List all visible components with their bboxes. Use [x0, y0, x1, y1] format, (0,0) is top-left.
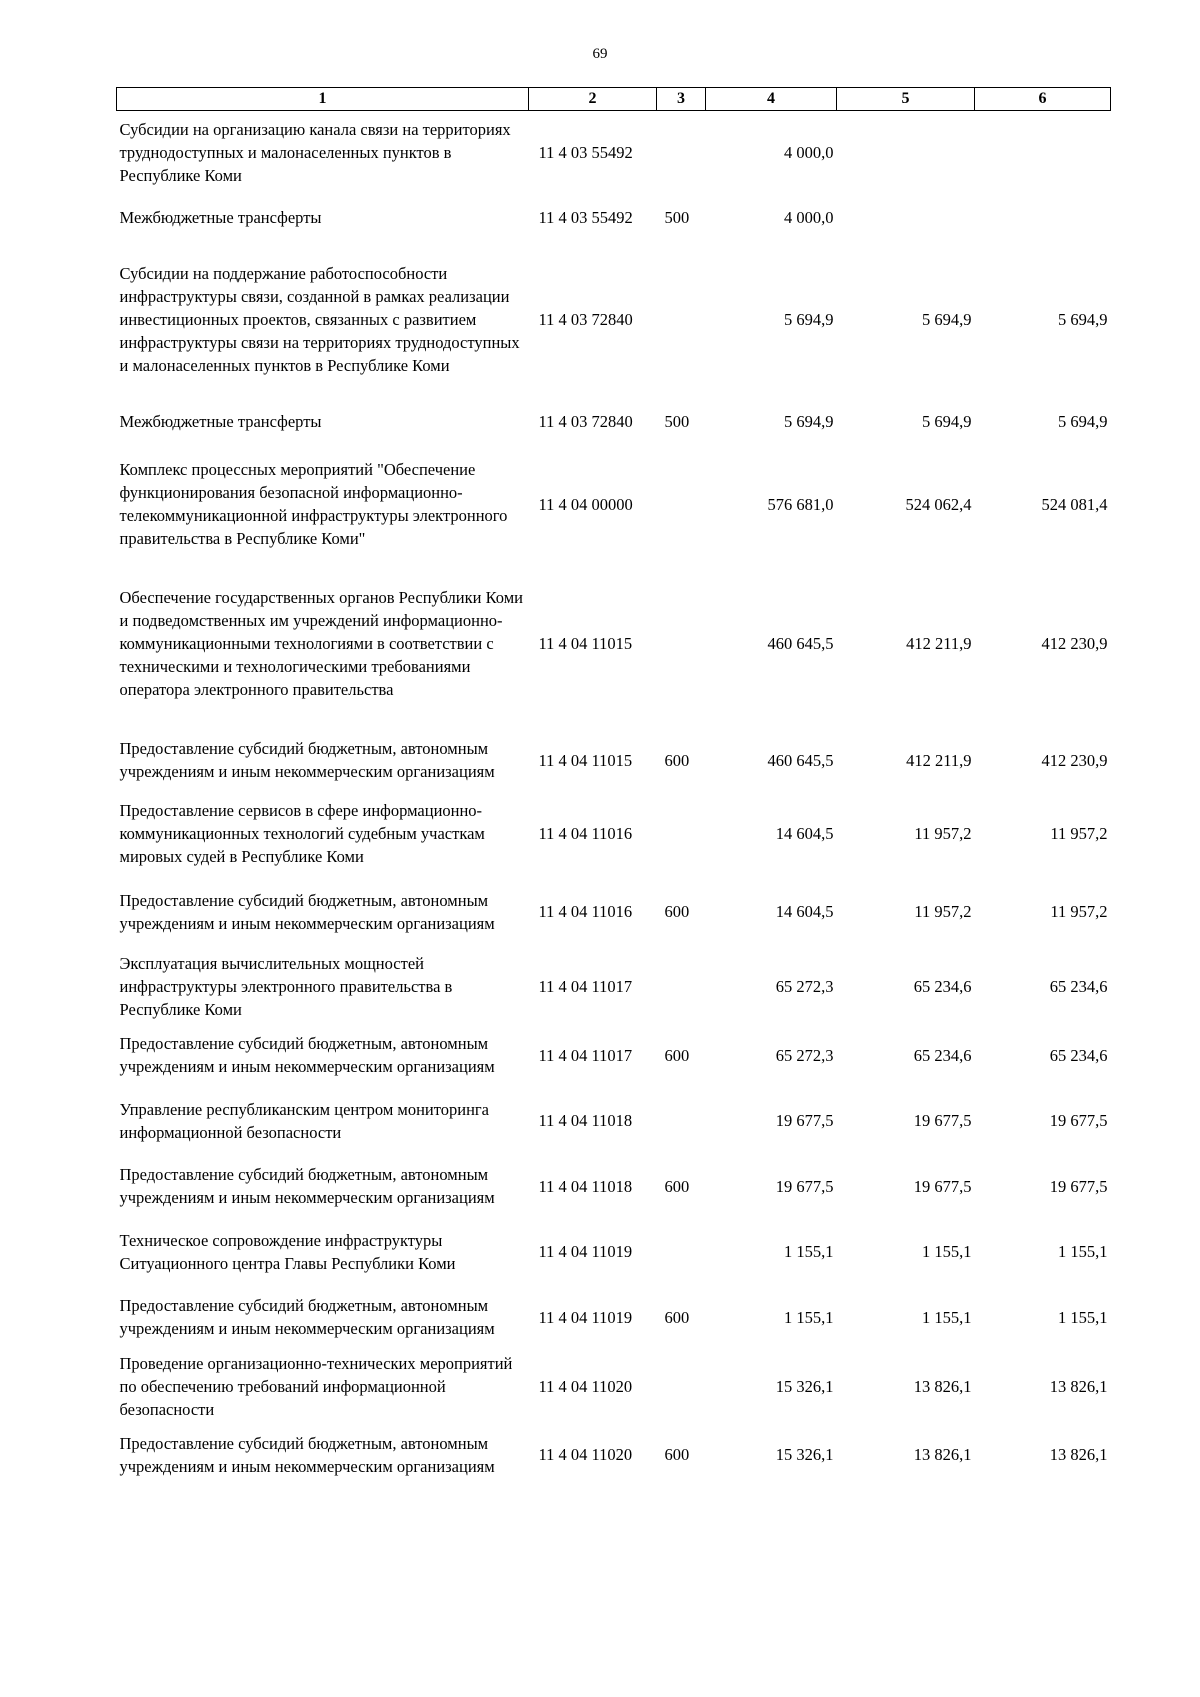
cell-amount-col5 — [837, 194, 975, 242]
cell-amount-col4: 19 677,5 — [775, 1176, 834, 1196]
cell-name: Межбюджетные трансферты — [119, 412, 322, 431]
table-row — [117, 725, 1111, 796]
cell-amount-col6: 13 826,1 — [1049, 1445, 1108, 1464]
cell-name: Предоставление сервисов в сфере информационно-коммуникационных технологий судебным участкам мировых судей в Республике Коми — [119, 801, 485, 866]
cell-code: 11 4 04 11015 — [538, 634, 633, 653]
cell-code: 11 4 04 00000 — [538, 494, 633, 514]
cell-code: 11 4 04 11017 — [538, 976, 633, 996]
table-row — [117, 796, 1111, 872]
table-row — [117, 1221, 1111, 1283]
table-row — [117, 242, 1111, 398]
page-number: 69 — [592, 46, 608, 62]
cell-amount-col6 — [975, 194, 1111, 242]
table-row — [117, 1283, 1111, 1352]
cell-amount-col6: 412 230,9 — [1041, 634, 1108, 653]
cell-amount-col4: 1 155,1 — [784, 1307, 834, 1327]
cell-code: 11 4 04 11018 — [538, 1111, 633, 1130]
cell-amount-col5: 5 694,9 — [922, 412, 972, 431]
cell-amount-col5: 524 062,4 — [905, 494, 972, 514]
cell-expense-type — [657, 952, 706, 1021]
cell-amount-col6: 19 677,5 — [1049, 1111, 1108, 1130]
cell-name: Предоставление субсидий бюджетным, автономным учреждениям и иным некоммерческим организациям — [119, 1034, 495, 1076]
cell-name: Предоставление субсидий бюджетным, автономным учреждениям и иным некоммерческим организациям — [119, 890, 495, 933]
cell-amount-col4: 5 694,9 — [784, 412, 834, 431]
cell-code: 11 4 03 55492 — [538, 142, 633, 162]
cell-expense-type: 600 — [664, 1445, 690, 1464]
cell-amount-col6: 412 230,9 — [1041, 750, 1108, 770]
cell-amount-col5 — [837, 111, 975, 194]
cell-expense-type — [657, 242, 706, 398]
table-row — [117, 1090, 1111, 1152]
cell-expense-type — [657, 111, 706, 194]
table-row — [117, 398, 1111, 446]
cell-amount-col4: 1 155,1 — [784, 1242, 834, 1261]
cell-amount-col4: 19 677,5 — [775, 1111, 834, 1130]
cell-code: 11 4 03 55492 — [538, 208, 633, 227]
cell-amount-col5: 19 677,5 — [913, 1176, 972, 1196]
column-header-1: 1 — [117, 88, 529, 111]
cell-amount-col6: 11 957,2 — [1050, 824, 1108, 843]
column-header-6: 6 — [975, 88, 1111, 111]
cell-name: Комплекс процессных мероприятий "Обеспечение функционирования безопасной информационно-телекоммуникационной инфраструктуры электронного правительства в Республике Коми" — [119, 460, 508, 548]
budget-table — [116, 87, 1111, 1489]
cell-code: 11 4 03 72840 — [538, 412, 633, 431]
table-row — [117, 446, 1111, 563]
cell-amount-col5: 1 155,1 — [922, 1242, 972, 1261]
cell-amount-col4: 65 272,3 — [775, 976, 834, 996]
cell-name: Межбюджетные трансферты — [119, 208, 322, 227]
cell-name: Субсидии на поддержание работоспособности инфраструктуры связи, созданной в рамках реализации инвестиционных проектов, связанных с развитием инфраструктуры связи на территориях труднодоступных и малонаселенных пунктов в Республике Коми — [119, 264, 520, 375]
cell-amount-col5: 11 957,2 — [914, 902, 972, 921]
table-row — [117, 1152, 1111, 1221]
cell-expense-type: 500 — [664, 208, 690, 227]
table-row — [117, 872, 1111, 952]
cell-amount-col6: 13 826,1 — [1049, 1376, 1108, 1396]
cell-amount-col6: 11 957,2 — [1050, 902, 1108, 921]
cell-amount-col5: 13 826,1 — [913, 1445, 972, 1464]
cell-amount-col6: 65 234,6 — [1049, 1045, 1108, 1065]
table-row — [117, 111, 1111, 194]
cell-expense-type — [657, 446, 706, 563]
cell-expense-type: 600 — [664, 1307, 690, 1327]
cell-expense-type: 600 — [664, 1176, 690, 1196]
cell-amount-col4: 5 694,9 — [784, 310, 834, 329]
cell-code: 11 4 04 11016 — [538, 902, 633, 921]
cell-amount-col4: 15 326,1 — [775, 1445, 834, 1464]
cell-expense-type — [657, 563, 706, 725]
cell-expense-type — [657, 1221, 706, 1283]
cell-name: Эксплуатация вычислительных мощностей инфраструктуры электронного правительства в Республике Коми — [119, 953, 453, 1019]
table-row — [117, 1421, 1111, 1489]
cell-amount-col4: 460 645,5 — [767, 634, 834, 653]
cell-code: 11 4 04 11020 — [538, 1376, 633, 1396]
cell-expense-type — [657, 796, 706, 872]
table-row — [117, 1352, 1111, 1421]
cell-code: 11 4 04 11015 — [538, 750, 633, 770]
cell-expense-type: 500 — [664, 412, 690, 431]
column-header-3: 3 — [657, 88, 706, 111]
cell-amount-col5: 13 826,1 — [913, 1376, 972, 1396]
cell-amount-col4: 14 604,5 — [775, 902, 834, 921]
cell-amount-col6: 5 694,9 — [1058, 310, 1108, 329]
cell-expense-type: 600 — [664, 902, 690, 921]
table-row — [117, 194, 1111, 242]
cell-amount-col5: 11 957,2 — [914, 824, 972, 843]
cell-amount-col5: 65 234,6 — [913, 976, 972, 996]
cell-code: 11 4 04 11018 — [538, 1176, 633, 1196]
table-row — [117, 563, 1111, 725]
cell-amount-col4: 4 000,0 — [784, 208, 834, 227]
cell-amount-col6: 1 155,1 — [1058, 1307, 1108, 1327]
cell-name: Предоставление субсидий бюджетным, автономным учреждениям и иным некоммерческим организациям — [119, 1433, 495, 1476]
table-row — [117, 952, 1111, 1021]
cell-name: Проведение организационно-технических мероприятий по обеспечению требований информационной безопасности — [119, 1353, 513, 1419]
column-header-2: 2 — [529, 88, 657, 111]
cell-amount-col6: 1 155,1 — [1058, 1242, 1108, 1261]
column-header-4: 4 — [706, 88, 837, 111]
cell-amount-col5: 1 155,1 — [922, 1307, 972, 1327]
cell-name: Обеспечение государственных органов Республики Коми и подведомственных им учреждений информационно-коммуникационными технологиями в соответствии с техническими и технологическими требованиями оператора электронного правительства — [119, 588, 523, 699]
column-header-5: 5 — [837, 88, 975, 111]
cell-expense-type — [657, 1352, 706, 1421]
table-header-row — [117, 88, 1111, 111]
cell-expense-type: 600 — [664, 1045, 690, 1065]
table-body — [117, 111, 1111, 1489]
cell-name: Техническое сопровождение инфраструктуры Ситуационного центра Главы Республики Коми — [119, 1230, 456, 1273]
cell-amount-col6: 524 081,4 — [1041, 494, 1108, 514]
cell-name: Предоставление субсидий бюджетным, автономным учреждениям и иным некоммерческим организациям — [119, 1165, 495, 1207]
cell-amount-col4: 15 326,1 — [775, 1376, 834, 1396]
cell-name: Управление республиканским центром мониторинга информационной безопасности — [119, 1099, 489, 1142]
cell-amount-col4: 65 272,3 — [775, 1045, 834, 1065]
cell-amount-col5: 412 211,9 — [906, 634, 972, 653]
cell-amount-col4: 14 604,5 — [775, 824, 834, 843]
cell-expense-type: 600 — [664, 750, 690, 770]
cell-code: 11 4 04 11017 — [538, 1045, 633, 1065]
cell-code: 11 4 04 11019 — [538, 1242, 633, 1261]
cell-amount-col6: 5 694,9 — [1058, 412, 1108, 431]
cell-name: Предоставление субсидий бюджетным, автономным учреждениям и иным некоммерческим организациям — [119, 1296, 495, 1338]
cell-amount-col6: 19 677,5 — [1049, 1176, 1108, 1196]
cell-amount-col5: 65 234,6 — [913, 1045, 972, 1065]
cell-code: 11 4 04 11016 — [538, 824, 633, 843]
cell-amount-col5: 412 211,9 — [906, 750, 972, 770]
cell-amount-col5: 5 694,9 — [922, 310, 972, 329]
cell-expense-type — [657, 1090, 706, 1152]
cell-amount-col4: 460 645,5 — [767, 750, 834, 770]
cell-amount-col6: 65 234,6 — [1049, 976, 1108, 996]
table-row — [117, 1021, 1111, 1090]
cell-name: Субсидии на организацию канала связи на территориях труднодоступных и малонаселенных пунктов в Республике Коми — [119, 119, 511, 185]
cell-amount-col6 — [975, 111, 1111, 194]
cell-code: 11 4 04 11020 — [538, 1445, 633, 1464]
cell-amount-col5: 19 677,5 — [913, 1111, 972, 1130]
cell-code: 11 4 03 72840 — [538, 310, 633, 329]
cell-amount-col4: 4 000,0 — [784, 142, 834, 162]
cell-name: Предоставление субсидий бюджетным, автономным учреждениям и иным некоммерческим организациям — [119, 739, 495, 781]
cell-code: 11 4 04 11019 — [538, 1307, 633, 1327]
cell-amount-col4: 576 681,0 — [767, 494, 834, 514]
